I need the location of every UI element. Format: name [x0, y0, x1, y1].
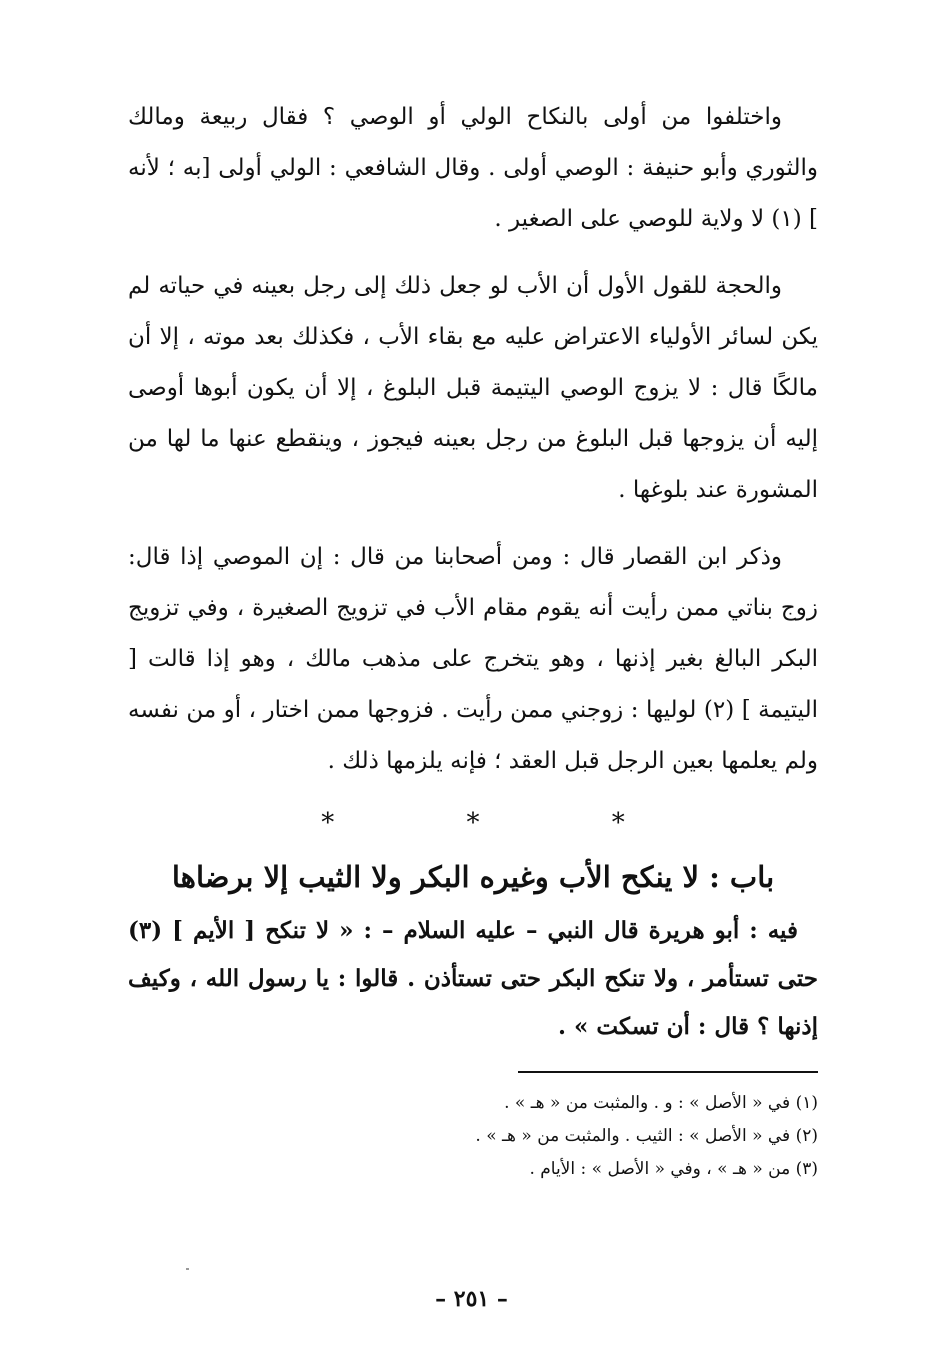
- footnote-3: (٣) من « هـ » ، وفي « الأصل » : الأيام .: [529, 1159, 818, 1179]
- paragraph-3: وذكر ابن القصار قال : ومن أصحابنا من قال : إن الموصي إذا قال: زوج بناتي ممن رأيت أنه يقوم مقام الأب في تزويج الصغيرة ، وفي تزويج البكر البالغ بغير إذنها ، وهو يتخرج على مذهب مالك ، وهو إذا قالت [ اليتيمة ] (٢) لوليها : زوجني ممن رأيت . فزوجها ممن اختار ، أو من نفسه ولم يعلمها بعين الرجل قبل العقد ؛ فإنه يلزمها ذلك .: [128, 544, 818, 774]
- footnote-divider: [518, 1071, 818, 1073]
- page-number: – ٢٥١ –: [435, 1286, 508, 1312]
- section-separator: * * *: [321, 808, 687, 838]
- page-body: [128, 92, 818, 1186]
- footnote-1: (١) في « الأصل » : و . والمثبت من « هـ » .: [504, 1093, 818, 1113]
- paragraph-2: والحجة للقول الأول أن الأب لو جعل ذلك إلى رجل بعينه في حياته لم يكن لسائر الأولياء الاعتراض عليه مع بقاء الأب ، فكذلك بعد موته ، إلا أن مالكًا قال : لا يزوج الوصي اليتيمة قبل البلوغ ، إلا أن يكون أبوها أوصى إليه أن يزوجها قبل البلوغ من رجل بعينه فيجوز ، وينقطع عنها ما لها من المشورة عند بلوغها .: [128, 273, 818, 503]
- footnote-2: (٢) في « الأصل » : الثيب . والمثبت من « هـ » .: [475, 1126, 818, 1146]
- chapter-heading: باب : لا ينكح الأب وغيره البكر ولا الثيب إلا برضاها: [171, 860, 775, 894]
- footnotes: [128, 1087, 818, 1186]
- paragraph-1: واختلفوا من أولى بالنكاح الولي أو الوصي ؟ فقال ربيعة ومالك والثوري وأبو حنيفة : الوصي أولى . وقال الشافعي : الولي أولى [به ؛ لأنه ] (١) لا ولاية للوصي على الصغير .: [128, 104, 818, 232]
- scan-speck: [186, 1268, 189, 1270]
- hadith-text: فيه : أبو هريرة قال النبي – عليه السلام – : « لا تنكح [ الأيم ] (٣) حتى تستأمر ، ولا تنكح البكر حتى تستأذن . قالوا : يا رسول الله ، وكيف إذنها ؟ قال : أن تسكت » .: [128, 917, 818, 1040]
